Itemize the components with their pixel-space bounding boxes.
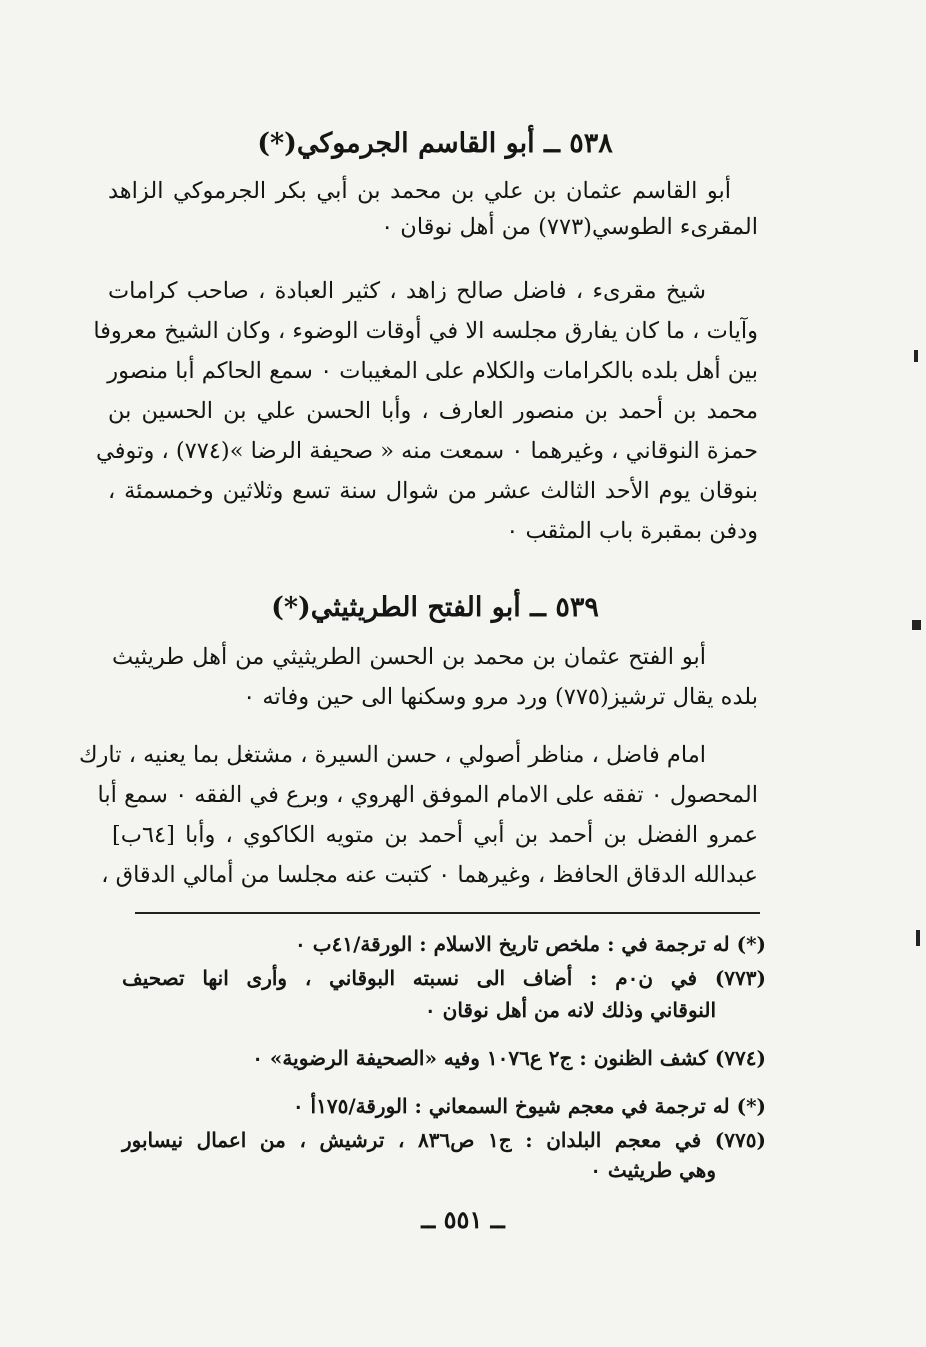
entry-538-title: ٥٣٨ ــ أبو القاسم الجرموكي(*)	[257, 128, 613, 159]
entry-538-line: بين أهل بلده بالكرامات والكلام على المغيبات ٠ سمع الحاكم أبا منصور	[107, 358, 758, 384]
entry-539-line: امام فاضل ، مناظر أصولي ، حسن السيرة ، مشتغل بما يعنيه ، تارك	[79, 742, 706, 768]
entry-539-line: عمرو الفضل بن أحمد بن أبي أحمد بن متويه الكاكوي ، وأبا [٦٤ب]	[112, 822, 758, 848]
footnote: (٧٧٥) في معجم البلدان : ج١ ص٨٣٦ ، ترشيش ، من اعمال نيسابور	[122, 1128, 766, 1152]
margin-mark	[914, 350, 918, 362]
entry-538-line: ودفن بمقبرة باب المثقب ٠	[506, 518, 758, 544]
page-number: ــ ٥٥١ ــ	[421, 1205, 505, 1234]
footnote: (*) له ترجمة في معجم شيوخ السمعاني : الورقة/١٧٥أ ٠	[292, 1094, 766, 1118]
entry-538-line: المقرىء الطوسي(٧٧٣) من أهل نوقان ٠	[381, 214, 758, 240]
entry-539-line: المحصول ٠ تفقه على الامام الموفق الهروي ، وبرع في الفقه ٠ سمع أبا	[97, 782, 758, 808]
footnote: (*) له ترجمة في : ملخص تاريخ الاسلام : الورقة/٤١ب ٠	[295, 932, 766, 956]
entry-539-line: أبو الفتح عثمان بن محمد بن الحسن الطريثيثي من أهل طريثيث	[112, 644, 706, 670]
footnote: النوقاني وذلك لانه من أهل نوقان ٠	[424, 998, 716, 1022]
entry-539-title: ٥٣٩ ــ أبو الفتح الطريثيثي(*)	[271, 592, 599, 623]
entry-538-line: محمد بن أحمد بن منصور العارف ، وأبا الحسن علي بن الحسين بن	[108, 398, 758, 424]
footnote-separator	[135, 912, 760, 914]
entry-538-line: وآيات ، ما كان يفارق مجلسه الا في أوقات الوضوء ، وكان الشيخ معروفا	[93, 318, 758, 344]
margin-mark	[912, 620, 921, 630]
margin-mark	[916, 930, 920, 946]
entry-538-line: بنوقان يوم الأحد الثالث عشر من شوال سنة تسع وثلاثين وخمسمئة ،	[108, 478, 758, 504]
entry-538-line: أبو القاسم عثمان بن علي بن محمد بن أبي بكر الجرموكي الزاهد	[108, 178, 731, 204]
entry-538-line: حمزة النوقاني ، وغيرهما ٠ سمعت منه « صحيفة الرضا »(٧٧٤) ، وتوفي	[96, 438, 758, 464]
entry-538-line: شيخ مقرىء ، فاضل صالح زاهد ، كثير العبادة ، صاحب كرامات	[108, 278, 706, 304]
footnote: (٧٧٤) كشف الظنون : ج٢ ع١٠٧٦ وفيه «الصحيفة الرضوية» ٠	[252, 1046, 766, 1070]
entry-539-line: عبدالله الدقاق الحافظ ، وغيرهما ٠ كتبت عنه مجلسا من أمالي الدقاق ،	[101, 862, 758, 888]
footnote: (٧٧٣) في ن٠م : أضاف الى نسبته البوقاني ، وأرى انها تصحيف	[122, 966, 766, 990]
footnote: وهي طريثيث ٠	[590, 1158, 716, 1182]
entry-539-line: بلده يقال ترشيز(٧٧٥) ورد مرو وسكنها الى حين وفاته ٠	[243, 684, 758, 710]
